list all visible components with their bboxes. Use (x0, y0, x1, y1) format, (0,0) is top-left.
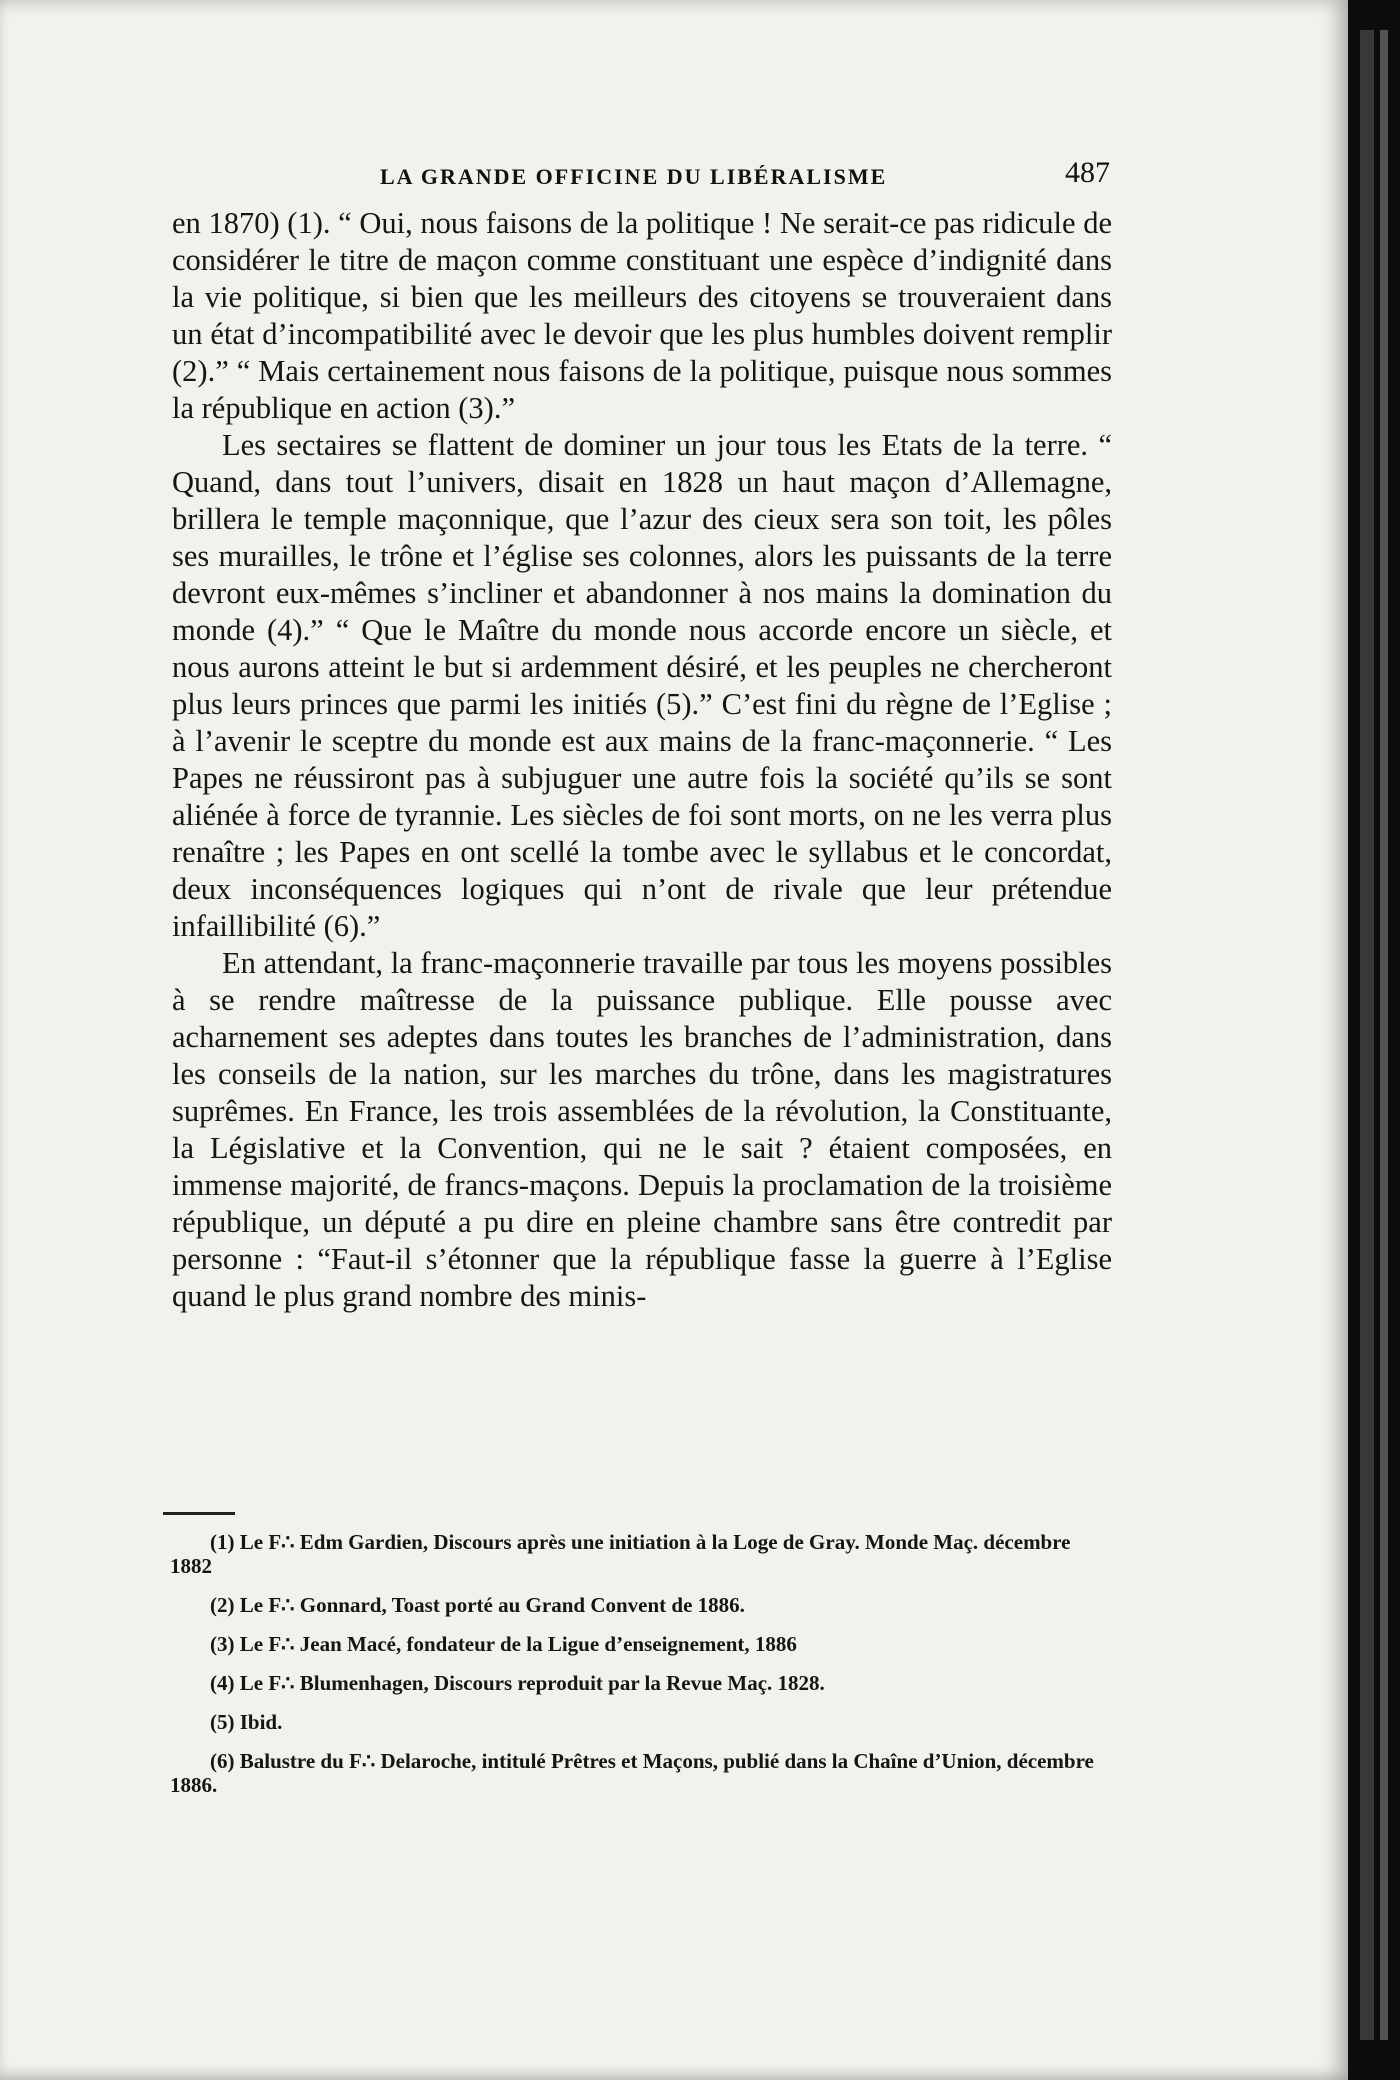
page-header (170, 152, 1120, 202)
book-edge-inner (1380, 30, 1388, 2040)
paragraph-2: Les sectaires se flattent de dominer un jour tous les Etats de la terre. “ Quand, dans tout l’univers, disait en 1828 un haut maçon d’Allemagne, brillera le temple maçonnique, que l’azur des cieux sera son toit, les pôles ses murailles, le trône et l’église ses colonnes, alors les puissants de la terre devront eux-mêmes s’incliner et abandonner à nos mains la domination du monde (4).” “ Que le Maître du monde nous accorde encore un siècle, et nous aurons atteint le but si ardemment désiré, et les peuples ne chercheront plus leurs princes que parmi les initiés (5).” C’est fini du règne de l’Eglise ; à l’avenir le sceptre du monde est aux mains de la franc-maçonnerie. “ Les Papes ne réussiront pas à subjuguer une autre fois la société qu’ils se sont aliénée à force de tyrannie. Les siècles de foi sont morts, on ne les verra plus renaître ; les Papes en ont scellé la tombe avec le syllabus et le concordat, deux inconséquences logiques qui n’ont de rivale que leur prétendue infaillibilité (6).” (172, 428, 1112, 943)
footnotes (170, 1530, 1105, 1812)
book-edge (1360, 30, 1374, 2040)
paragraph-1: en 1870) (1). “ Oui, nous faisons de la politique ! Ne serait-ce pas ridicule de considérer le titre de maçon comme constituant une espèce d’indignité dans la vie politique, si bien que les meilleurs des citoyens se trouveraient dans un état d’incompatibilité avec le devoir que les plus humbles doivent remplir (2).” “ Mais certainement nous faisons de la politique, puisque nous sommes la république en action (3).” (172, 206, 1112, 425)
page-number: 487 (1065, 156, 1110, 189)
paragraph-3: En attendant, la franc-maçonnerie travaille par tous les moyens possibles à se rendre maîtresse de la puissance publique. Elle pousse avec acharnement ses adeptes dans toutes les branches de l’administration, dans les conseils de la nation, sur les marches du trône, dans les magistratures suprêmes. En France, les trois assemblées de la révolution, la Constituante, la Législative et la Convention, qui ne le sait ? étaient composées, en immense majorité, de francs-maçons. Depuis la proclamation de la troisième république, un député a pu dire en pleine chambre sans être contredit par personne : “Faut-il s’étonner que la république fasse la guerre à l’Eglise quand le plus grand nombre des minis- (172, 946, 1112, 1313)
footnote-6: (6) Balustre du F∴ Delaroche, intitulé Prêtres et Maçons, publié dans la Chaîne d’Union, décembre 1886. (170, 1749, 1094, 1797)
running-title: LA GRANDE OFFICINE DU LIBÉRALISME (380, 164, 888, 189)
footnote-4: (4) Le F∴ Blumenhagen, Discours reproduit par la Revue Maç. 1828. (210, 1671, 825, 1695)
footnote-rule (163, 1512, 235, 1515)
footnote-2: (2) Le F∴ Gonnard, Toast porté au Grand Convent de 1886. (210, 1593, 745, 1617)
footnote-3: (3) Le F∴ Jean Macé, fondateur de la Ligue d’enseignement, 1886 (210, 1632, 797, 1656)
main-text (172, 205, 1112, 1315)
footnote-5: (5) Ibid. (210, 1710, 283, 1734)
footnote-1: (1) Le F∴ Edm Gardien, Discours après une initiation à la Loge de Gray. Monde Maç. décembre 1882 (170, 1530, 1071, 1578)
